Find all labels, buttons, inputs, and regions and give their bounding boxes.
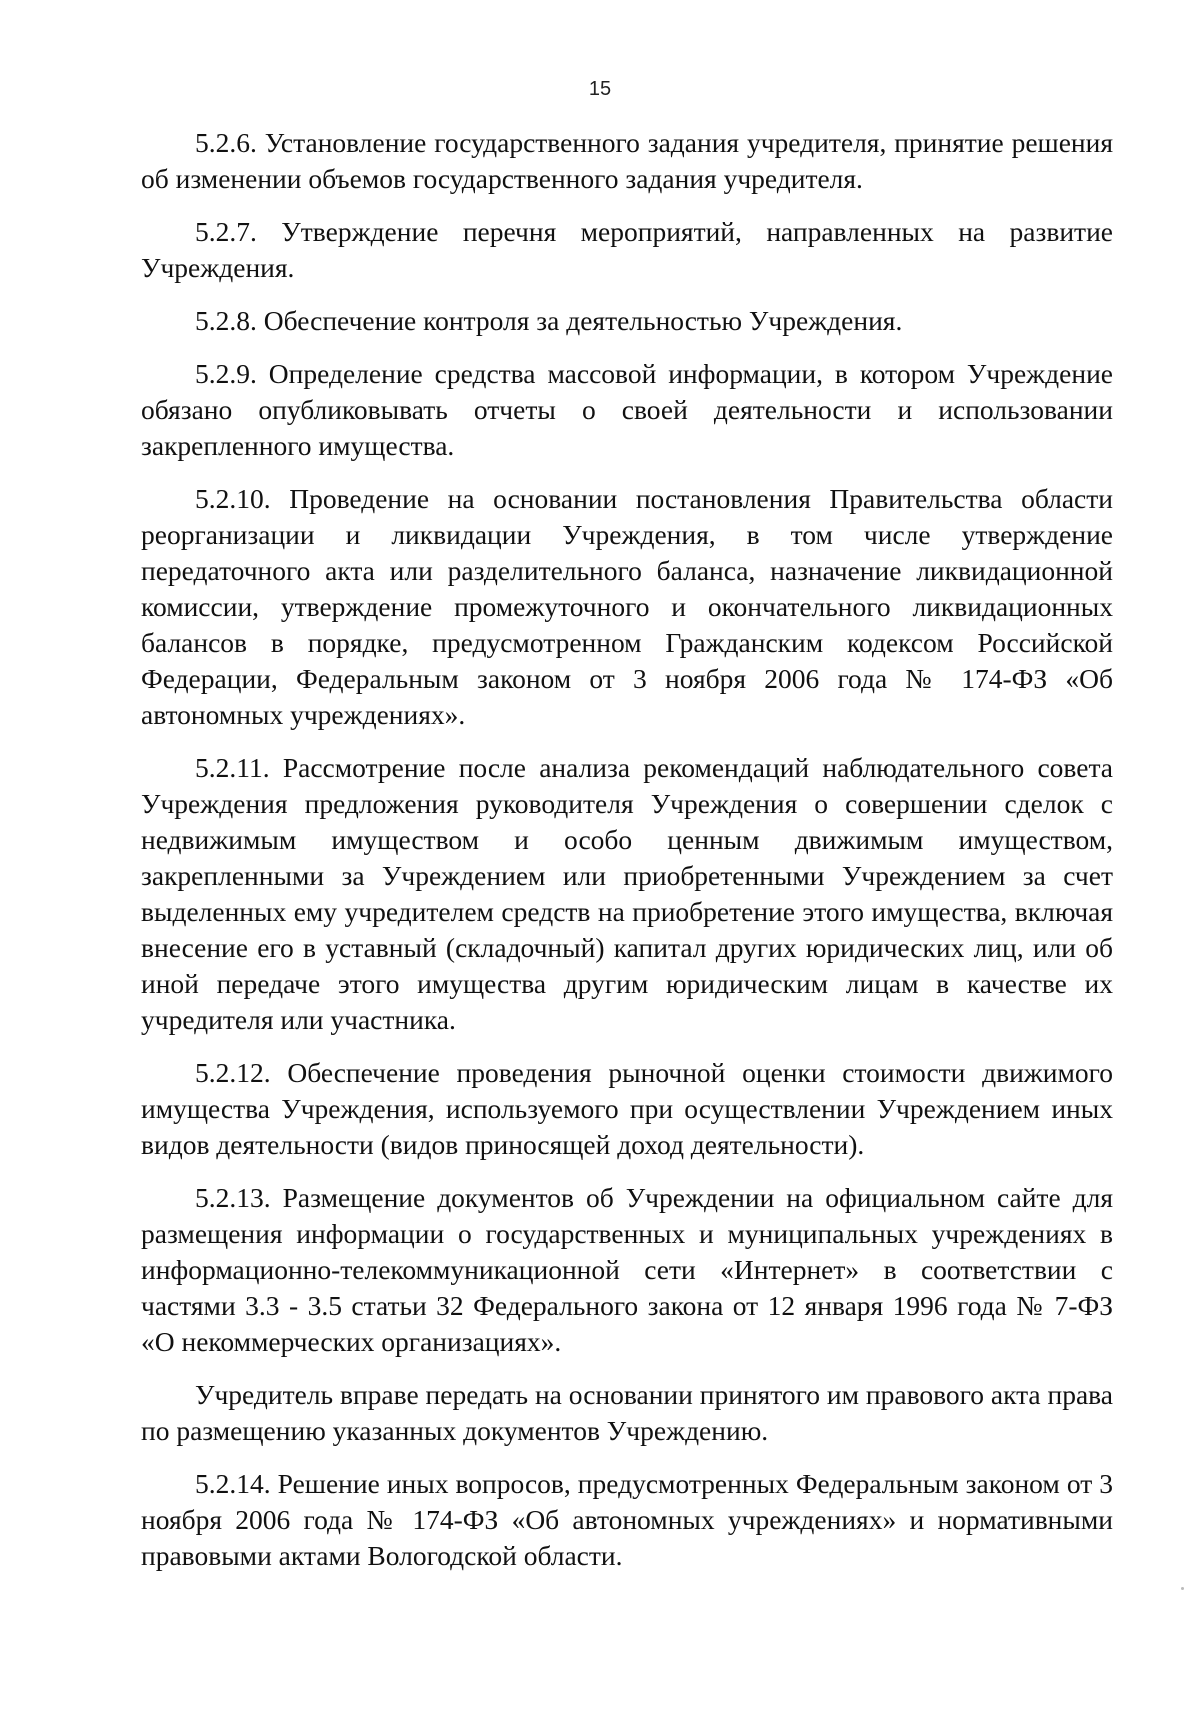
paragraph-founder-right: Учредитель вправе передать на основании принятого им правового акта права по размещению указанных документов Учреждению. — [141, 1379, 1114, 1446]
paragraph-5-2-7: 5.2.7. Утверждение перечня мероприятий, направленных на развитие Учреждения. — [141, 216, 1113, 283]
scan-speck — [1181, 1587, 1184, 1590]
paragraph-5-2-14: 5.2.14. Решение иных вопросов, предусмотренных Федеральным законом от 3 ноября 2006 года № 174-ФЗ «Об автономных учреждениях» и нормативными правовыми актами Вологодской области. — [141, 1468, 1113, 1571]
paragraph-5-2-12: 5.2.12. Обеспечение проведения рыночной оценки стоимости движимого имущества Учреждения, используемого при осуществлении Учреждением иных видов деятельности (видов приносящей доход деятельности). — [141, 1057, 1113, 1160]
paragraph-5-2-6: 5.2.6. Установление государственного задания учредителя, принятие решения об изменении объемов государственного задания учредителя. — [141, 127, 1113, 194]
paragraph-5-2-9: 5.2.9. Определение средства массовой информации, в котором Учреждение обязано опубликовывать отчеты о своей деятельности и использовании закрепленного имущества. — [141, 358, 1113, 461]
paragraph-5-2-13: 5.2.13. Размещение документов об Учреждении на официальном сайте для размещения информации о государственных и муниципальных учреждениях в информационно-телекоммуникационной сети «Интернет» в соответствии с частями 3.3 - 3.5 статьи 32 Федерального закона от 12 января 1996 года № 7-ФЗ «О некоммерческих организациях». — [141, 1182, 1113, 1357]
paragraph-5-2-10: 5.2.10. Проведение на основании постановления Правительства области реорганизации и ликвидации Учреждения, в том числе утверждение передаточного акта или разделительного баланса, назначение ликвидационной комиссии, утверждение промежуточного и окончательного ликвидационных балансов в порядке, предусмотренном Гражданским кодексом Российской Федерации, Федеральным законом от 3 ноября 2006 года № 174-ФЗ «Об автономных учреждениях». — [141, 483, 1113, 730]
paragraph-5-2-8: 5.2.8. Обеспечение контроля за деятельностью Учреждения. — [195, 305, 903, 336]
document-body — [141, 125, 1113, 1591]
paragraph-5-2-11: 5.2.11. Рассмотрение после анализа рекомендаций наблюдательного совета Учреждения предложения руководителя Учреждения о совершении сделок с недвижимым имуществом и особо ценным движимым имуществом, закрепленными за Учреждением или приобретенными Учреждением за счет выделенных ему учредителем средств на приобретение этого имущества, включая внесение его в уставный (складочный) капитал других юридических лиц, или об иной передаче этого имущества другим юридическим лицам в качестве их учредителя или участника. — [141, 752, 1113, 1035]
page-number: 15 — [588, 78, 612, 100]
